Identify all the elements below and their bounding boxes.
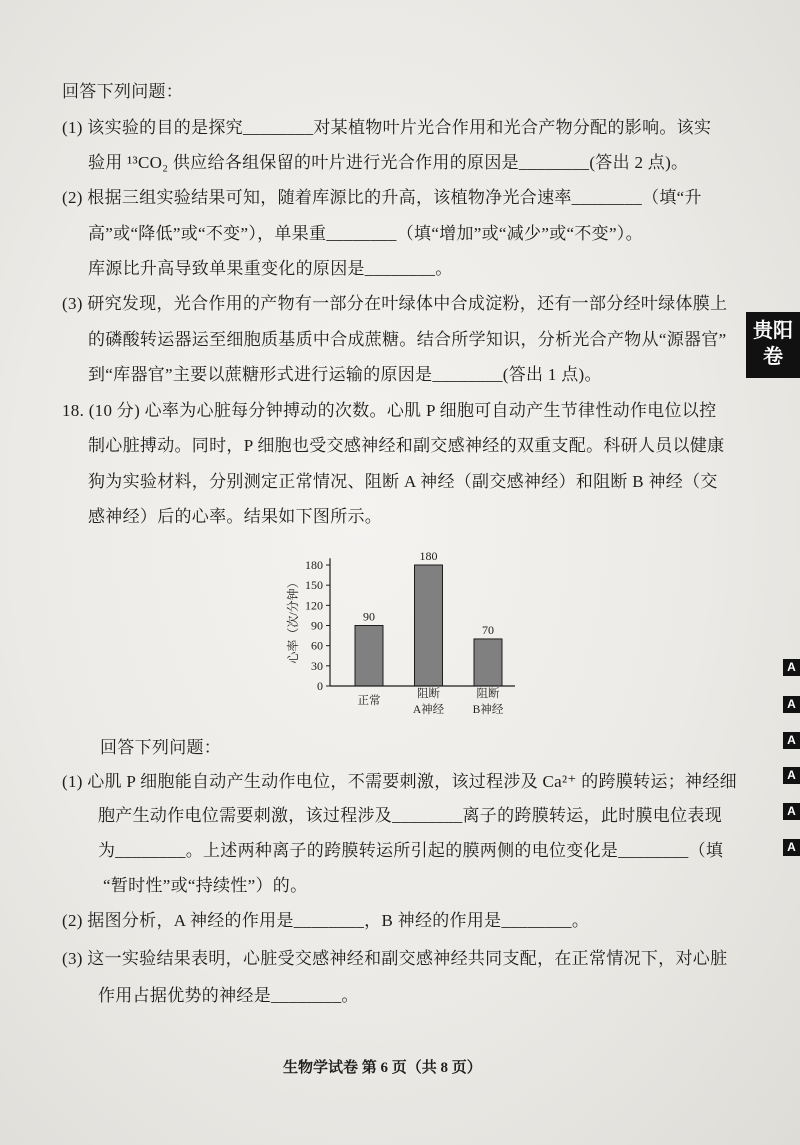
- q17-sub2-line-2: 高”或“降低”或“不变”），单果重________（填“增加”或“减少”或“不变”）。: [88, 224, 643, 243]
- x-category-label: 阻断: [476, 688, 500, 700]
- x-category-label: A神经: [412, 704, 445, 716]
- q17-sub2-line-1: (2) 根据三组实验结果可知，随着库源比的升高，该植物净光合速率________（填“升: [62, 188, 702, 207]
- q17-sub3-line-1: (3) 研究发现，光合作用的产物有一部分在叶绿体中合成淀粉，还有一部分经叶绿体膜上: [62, 294, 728, 313]
- q17-sub2-line-3: 库源比升高导致单果重变化的原因是________。: [88, 259, 453, 278]
- q18-stem-line-2: 制心脏搏动。同时，P 细胞也受交感神经和副交感神经的双重支配。科研人员以健康: [88, 436, 725, 455]
- y-tick-label: 90: [311, 618, 323, 633]
- y-tick-label: 150: [305, 578, 323, 593]
- region-tab: [746, 312, 800, 378]
- q17-sub3-line-3: 到“库器官”主要以蔗糖形式进行运输的原因是________(答出 1 点)。: [88, 365, 602, 384]
- q18-stem-line-4: 感神经）后的心率。结果如下图所示。: [88, 507, 383, 526]
- y-axis-label: 心率（次/分钟）: [286, 576, 300, 664]
- q18-sub3-line-1: (3) 这一实验结果表明，心脏受交感神经和副交感神经共同支配，在正常情况下，对心脏: [62, 949, 728, 968]
- heart-rate-bar-chart: [285, 540, 520, 722]
- bar-block-b-nerve: [474, 639, 502, 686]
- q17-sub1-line-2: 验用 ¹³CO₂ 供应给各组保留的叶片进行光合作用的原因是________(答出 2 点)。: [88, 153, 689, 172]
- q17-prompt: 回答下列问题：: [62, 82, 184, 101]
- y-tick-label: 0: [317, 679, 323, 693]
- bar-value-label: 70: [482, 622, 494, 637]
- y-tick-label: 60: [311, 638, 323, 653]
- page-footer: 生物学试卷 第 6 页（共 8 页）: [283, 1060, 482, 1076]
- q18-sub2-line-1: (2) 据图分析，A 神经的作用是________，B 神经的作用是________。: [62, 911, 590, 930]
- q18-sub1-line-3: 为________。上述两种离子的跨膜转运所引起的膜两侧的电位变化是________（填: [98, 841, 724, 860]
- bar-value-label: 180: [419, 549, 438, 563]
- q18-sub1-line-4: “暂时性”或“持续性”）的。: [103, 876, 308, 895]
- q17-sub3-line-2: 的磷酸转运器运至细胞质基质中合成蔗糖。结合所学知识，分析光合产物从“源器官”: [88, 330, 727, 349]
- q18-prompt: 回答下列问题：: [100, 738, 222, 757]
- bar-block-a-nerve: [415, 565, 443, 686]
- edge-mark: A: [783, 839, 800, 856]
- region-tab-line-2: 卷: [763, 346, 783, 368]
- edge-mark: A: [783, 659, 800, 676]
- x-category-label: 正常: [357, 695, 381, 707]
- q18-sub1-line-2: 胞产生动作电位需要刺激，该过程涉及________离子的跨膜转运，此时膜电位表现: [98, 806, 722, 825]
- q18-stem-line-3: 狗为实验材料，分别测定正常情况、阻断 A 神经（副交感神经）和阻断 B 神经（交: [88, 472, 718, 491]
- bar-value-label: 90: [363, 609, 375, 624]
- x-category-label: B神经: [472, 704, 504, 716]
- y-tick-label: 30: [311, 658, 323, 673]
- y-tick-label: 120: [305, 598, 323, 613]
- edge-mark: A: [783, 767, 800, 784]
- y-tick-label: 180: [305, 558, 323, 572]
- region-tab-line-1: 贵阳: [753, 320, 793, 342]
- edge-mark: A: [783, 732, 800, 749]
- q18-sub3-line-2: 作用占据优势的神经是________。: [98, 986, 359, 1005]
- q18-sub1-line-1: (1) 心肌 P 细胞能自动产生动作电位，不需要刺激，该过程涉及 Ca²⁺ 的跨膜转运；神经细: [62, 772, 737, 791]
- x-category-label: 阻断: [417, 688, 440, 700]
- edge-mark: A: [783, 803, 800, 820]
- bar-normal: [355, 626, 383, 687]
- q18-stem-line-1: 18. (10 分) 心率为心脏每分钟搏动的次数。心肌 P 细胞可自动产生节律性动作电位以控: [62, 401, 717, 420]
- edge-mark: A: [783, 696, 800, 713]
- q17-sub1-line-1: (1) 该实验的目的是探究________对某植物叶片光合作用和光合产物分配的影响。该实: [62, 118, 712, 137]
